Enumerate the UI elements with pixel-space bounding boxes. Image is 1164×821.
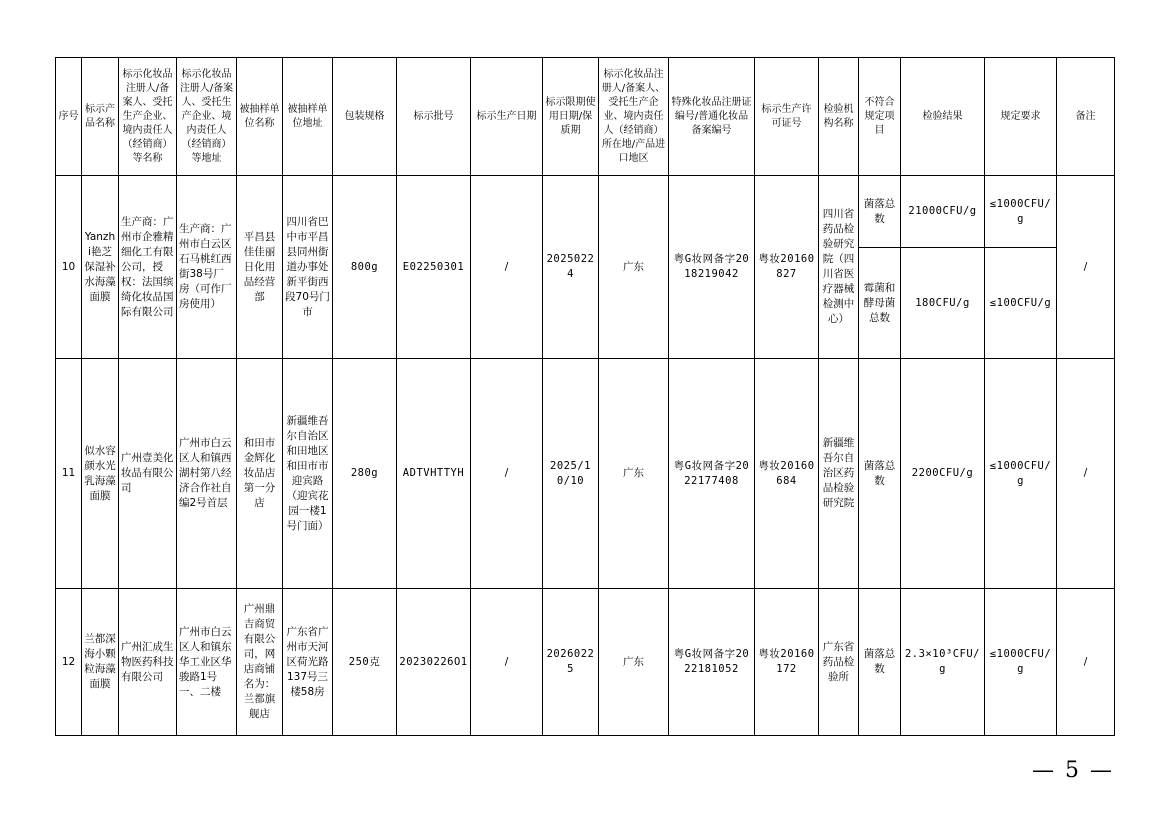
requirement: ≤100CFU/g — [985, 248, 1057, 359]
header-cell: 不符合规定项目 — [859, 58, 901, 176]
product-name: 似水容颜水光乳海藻面膜 — [82, 359, 119, 589]
failed-item: 菌落总数 — [859, 176, 901, 248]
header-cell: 被抽样单位名称 — [237, 58, 283, 176]
testing-lab: 新疆维吾尔自治区药品检验研究院 — [819, 359, 859, 589]
header-cell: 标示化妆品注册人/备案人、受托生产企业、境内责任人（经销商）等名称 — [119, 58, 177, 176]
test-result: 180CFU/g — [901, 248, 985, 359]
expiry-date: 20260225 — [543, 589, 599, 736]
header-cell: 规定要求 — [985, 58, 1057, 176]
product-name: Yanzhi艳芝保湿补水海藻面膜 — [82, 176, 119, 359]
header-cell: 序号 — [56, 58, 82, 176]
header-cell: 标示生产日期 — [471, 58, 543, 176]
expiry-date: 2025/10/10 — [543, 359, 599, 589]
production-license: 粤妆20160827 — [755, 176, 819, 359]
testing-lab: 广东省药品检验所 — [819, 589, 859, 736]
company-address: 广州市白云区人和镇东华工业区华骏路1号一、二楼 — [177, 589, 237, 736]
batch-number: 20230226O1 — [397, 589, 471, 736]
sampled-unit: 和田市金辉化妆品店第一分店 — [237, 359, 283, 589]
header-cell: 备注 — [1057, 58, 1115, 176]
production-date: / — [471, 589, 543, 736]
test-result: 2200CFU/g — [901, 359, 985, 589]
batch-number: ADTVHTTYH — [397, 359, 471, 589]
test-result: 21000CFU/g — [901, 176, 985, 248]
table-row — [56, 176, 1115, 248]
region: 广东 — [599, 589, 669, 736]
test-result: 2.3×10³CFU/g — [901, 589, 985, 736]
requirement: ≤1000CFU/g — [985, 359, 1057, 589]
header-cell: 标示化妆品注册人/备案人、受托生产企业、境内责任人（经销商）等地址 — [177, 58, 237, 176]
row-number: 11 — [56, 359, 82, 589]
header-cell: 检验机构名称 — [819, 58, 859, 176]
header-cell: 特殊化妆品注册证编号/普通化妆品备案编号 — [669, 58, 755, 176]
sampled-address: 新疆维吾尔自治区和田地区和田市市迎宾路（迎宾花园一楼1号门面） — [283, 359, 333, 589]
company-name: 广州壹美化妆品有限公司 — [119, 359, 177, 589]
company-name: 广州汇成生物医药科技有限公司 — [119, 589, 177, 736]
row-number: 10 — [56, 176, 82, 359]
header-cell: 标示化妆品注册人/备案人、受托生产企业、境内责任人（经销商）所在地/产品进口地区 — [599, 58, 669, 176]
sampled-address: 广东省广州市天河区荷光路137号三楼58房 — [283, 589, 333, 736]
header-cell: 包装规格 — [333, 58, 397, 176]
header-row — [56, 58, 1115, 176]
failed-item: 菌落总数 — [859, 589, 901, 736]
header-cell: 标示批号 — [397, 58, 471, 176]
header-cell: 被抽样单位地址 — [283, 58, 333, 176]
header-cell: 标示产品名称 — [82, 58, 119, 176]
sampled-unit: 平昌县佳佳丽日化用品经营部 — [237, 176, 283, 359]
row-number: 12 — [56, 589, 82, 736]
remark: / — [1057, 359, 1115, 589]
expiry-date: 20250224 — [543, 176, 599, 359]
header-cell: 标示限期使用日期/保质期 — [543, 58, 599, 176]
failed-item: 菌落总数 — [859, 359, 901, 589]
package-spec: 250克 — [333, 589, 397, 736]
testing-lab: 四川省药品检验研究院（四川省医疗器械检测中心） — [819, 176, 859, 359]
requirement: ≤1000CFU/g — [985, 589, 1057, 736]
production-license: 粤妆20160172 — [755, 589, 819, 736]
product-name: 兰都深海小颗粒海藻面膜 — [82, 589, 119, 736]
production-date: / — [471, 176, 543, 359]
production-license: 粤妆20160684 — [755, 359, 819, 589]
company-address: 广州市白云区人和镇西湖村第八经济合作社自编2号首层 — [177, 359, 237, 589]
header-cell: 检验结果 — [901, 58, 985, 176]
failed-item: 霉菌和酵母菌总数 — [859, 248, 901, 359]
sampled-address: 四川省巴中市平昌县同州街道办事处新平街西段70号门市 — [283, 176, 333, 359]
filing-number: 粤G妆网备字2022177408 — [669, 359, 755, 589]
batch-number: E02250301 — [397, 176, 471, 359]
company-address: 生产商：广州市白云区石马桃红西街38号厂房（可作厂房使用） — [177, 176, 237, 359]
requirement: ≤1000CFU/g — [985, 176, 1057, 248]
region: 广东 — [599, 176, 669, 359]
production-date: / — [471, 359, 543, 589]
package-spec: 800g — [333, 176, 397, 359]
inspection-table — [55, 57, 1115, 736]
region: 广东 — [599, 359, 669, 589]
remark: / — [1057, 176, 1115, 359]
remark: / — [1057, 589, 1115, 736]
package-spec: 280g — [333, 359, 397, 589]
header-cell: 标示生产许可证号 — [755, 58, 819, 176]
filing-number: 粤G妆网备字2018219042 — [669, 176, 755, 359]
page-number: — 5 — — [1032, 758, 1114, 783]
sampled-unit: 广州鼎吉商贸有限公司，网店商铺名为：兰都旗舰店 — [237, 589, 283, 736]
filing-number: 粤G妆网备字2022181052 — [669, 589, 755, 736]
company-name: 生产商：广州市企雅精细化工有限公司，授权：法国缤绮化妆品国际有限公司 — [119, 176, 177, 359]
table-row — [56, 589, 1115, 736]
table-row — [56, 359, 1115, 589]
